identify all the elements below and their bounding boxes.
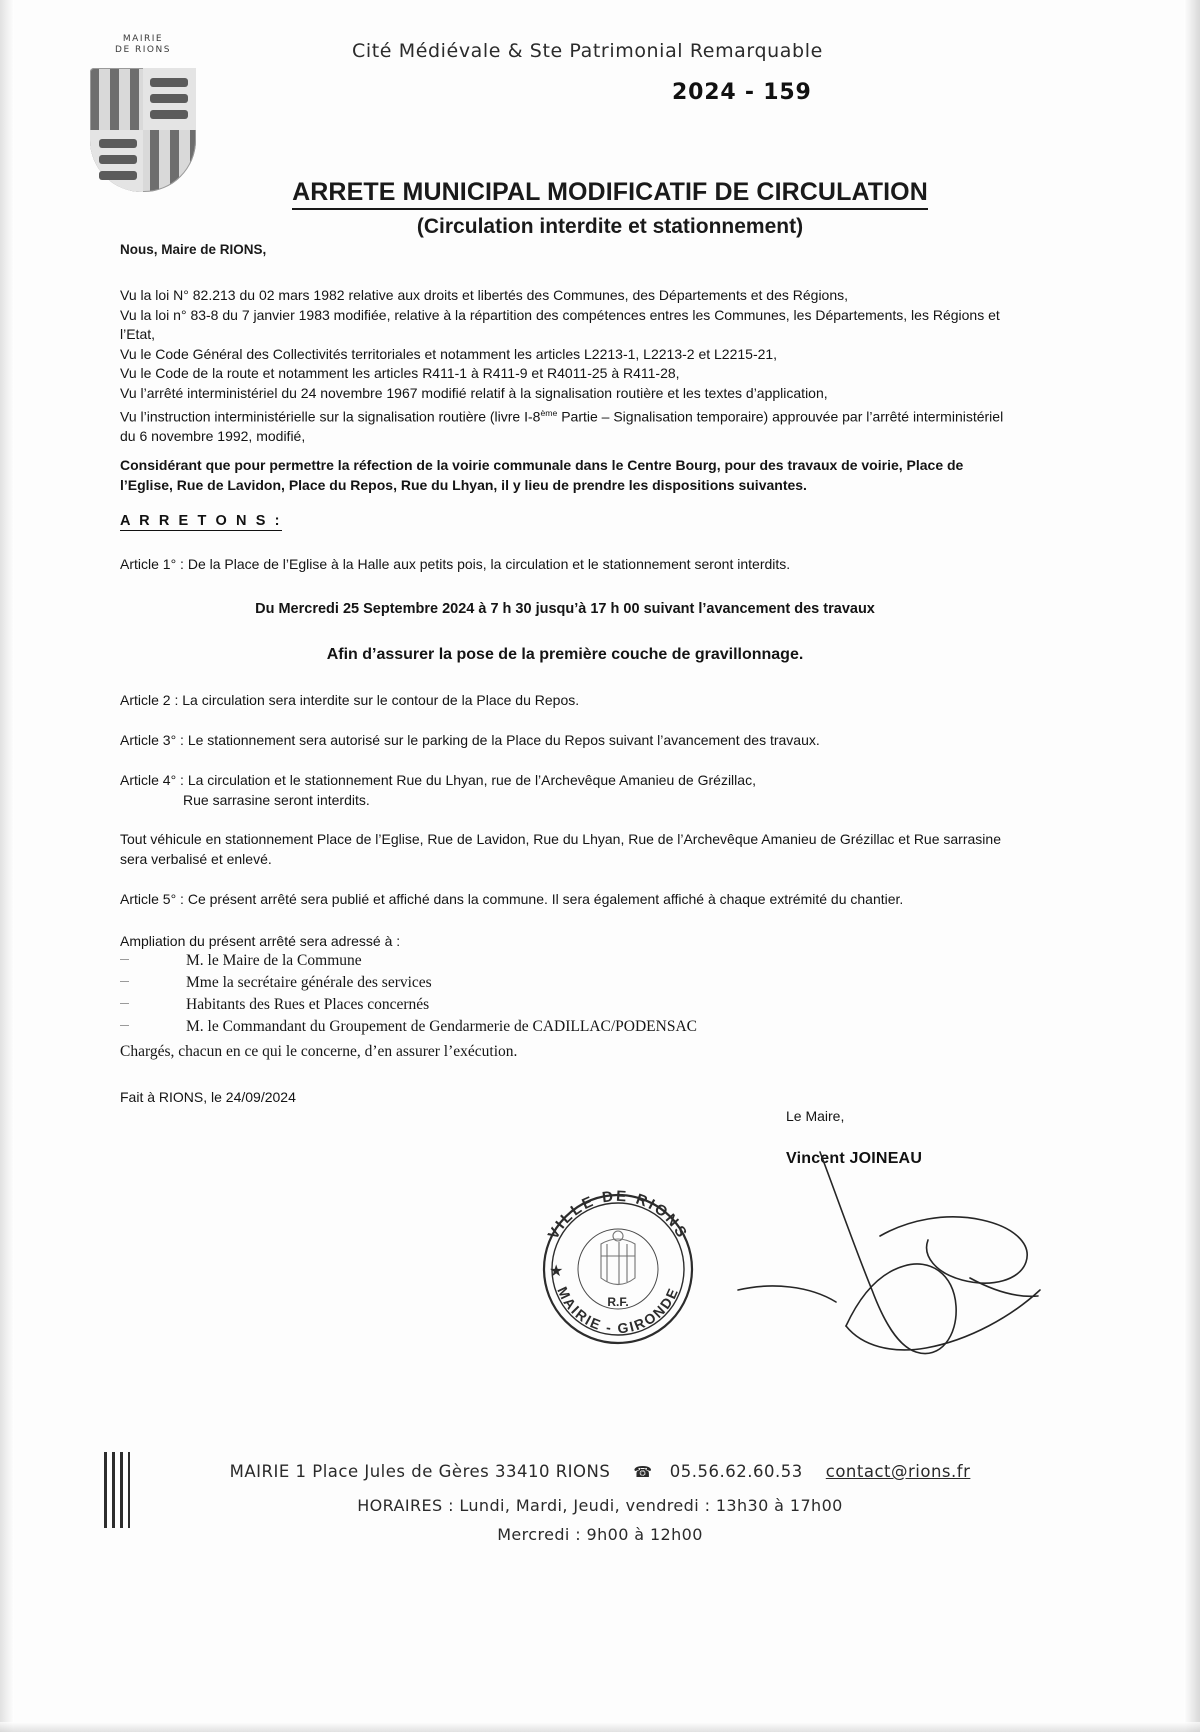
footer-hours-line-1: HORAIRES : Lundi, Mardi, Jeudi, vendredi : 13h30 à 17h00 xyxy=(357,1496,843,1515)
phone-icon: ☎ xyxy=(633,1463,653,1481)
list-item xyxy=(120,950,1010,972)
legal-reference-line: Vu le Code Général des Collectivités territoriales et notamment les articles L2213-1, L2213-2 et L2215-21, xyxy=(120,345,778,362)
footer-address: MAIRIE 1 Place Jules de Gères 33410 RIONS xyxy=(229,1462,611,1481)
coat-of-arms-logo xyxy=(82,34,204,194)
bullet-dash-icon xyxy=(120,959,129,960)
article-4-line2: Rue sarrasine seront interdits. xyxy=(183,791,370,808)
legal-references-block xyxy=(120,286,1010,446)
towing-notice: Tout véhicule en stationnement Place de l’Eglise, Rue de Lavidon, Rue du Lhyan, Rue de l’Archevêque Amanieu de Grézillac et Rue sarrasine sera verbalisé et enlevé. xyxy=(120,831,1001,867)
footer-email-link[interactable]: contact@rions.fr xyxy=(825,1462,971,1481)
closing-statement: Chargés, chacun en ce qui le concerne, d’en assurer l’exécution. xyxy=(120,1043,518,1060)
crest-caption xyxy=(82,34,204,56)
list-item-label: M. le Maire de la Commune xyxy=(186,952,362,969)
signature-name: Vincent JOINEAU xyxy=(786,1150,923,1167)
lion-icon xyxy=(99,155,137,164)
page-subtitle: (Circulation interdite et stationnement) xyxy=(416,215,804,238)
article-4 xyxy=(120,771,1010,810)
official-stamp xyxy=(527,1178,709,1360)
place-and-date: Fait à RIONS, le 24/09/2024 xyxy=(120,1089,296,1105)
lion-icon xyxy=(99,171,137,180)
lion-icon xyxy=(99,139,137,148)
article-4-line1: Article 4° : La circulation et le stationnement Rue du Lhyan, rue de l’Archevêque Amanieu de Grézillac, xyxy=(120,772,756,788)
arretons-heading: A R R E T O N S : xyxy=(120,513,283,529)
lion-icon xyxy=(150,110,188,119)
stamp-outer-top-text: VILLE DE RIONS xyxy=(544,1187,692,1243)
article-1: Article 1° : De la Place de l’Eglise à la Halle aux petits pois, la circulation et le stationnement seront interdits. xyxy=(120,556,791,572)
signatory-intro: Nous, Maire de RIONS, xyxy=(120,242,267,257)
bullet-dash-icon xyxy=(120,1003,129,1004)
legal-reference-line: Vu l’arrêté interministériel du 24 novembre 1967 modifié relatif à la signalisation routière et les textes d’application, xyxy=(120,384,828,401)
list-item xyxy=(120,972,1010,994)
distribution-list xyxy=(120,950,1010,1038)
page-title xyxy=(180,178,1040,207)
footer-phone[interactable]: 05.56.62.60.53 xyxy=(669,1462,803,1481)
footer-contact-line xyxy=(0,1462,1200,1481)
works-purpose-line: Afin d’assurer la pose de la première couche de gravillonnage. xyxy=(326,646,804,663)
considerant-paragraph: Considérant que pour permettre la réfection de la voirie communale dans le Centre Bourg, pour des travaux de voirie, Place de l’Eglise, Rue de Lavidon, Place du Repos, Rue du Lhyan, il y lieu de prendre les dispositions suivantes. xyxy=(120,457,964,493)
crest-caption-line2: DE RIONS xyxy=(115,45,171,55)
list-item-label: M. le Commandant du Groupement de Gendarmerie de CADILLAC/PODENSAC xyxy=(186,1018,697,1035)
legal-reference-line: Vu le Code de la route et notamment les articles R411-1 à R411-9 et R4011-25 à R411-28, xyxy=(120,365,680,382)
stamp-center-text: R.F. xyxy=(607,1295,629,1309)
scan-edge-bottom xyxy=(0,1722,1200,1732)
list-item xyxy=(120,1016,1010,1038)
lion-icon xyxy=(150,78,188,87)
signature-role: Le Maire, xyxy=(786,1108,845,1124)
legal-reference-line: Vu la loi n° 83-8 du 7 janvier 1983 modifiée, relative à la répartition des compétences entres les Communes, les Départements, les Régions et l’Etat, xyxy=(120,306,1000,343)
works-date-line: Du Mercredi 25 Septembre 2024 à 7 h 30 jusqu’à 17 h 00 suivant l’avancement des travaux xyxy=(255,601,875,617)
stamp-svg xyxy=(527,1178,709,1360)
article-2: Article 2 : La circulation sera interdite sur le contour de la Place du Repos. xyxy=(120,692,580,708)
stamp-star-icon: ★ xyxy=(549,1263,564,1280)
legal-reference-line: Vu l’instruction interministérielle sur la signalisation routière (livre I-8ème Partie – Signalisation temporaire) approuvée par l’arrêté interministériel du 6 novembre 1992, modifié, xyxy=(120,407,1004,444)
legal-reference-line: Vu la loi N° 82.213 du 02 mars 1982 relative aux droits et libertés des Communes, des Départements et des Régions, xyxy=(120,287,849,303)
stamp-emblem xyxy=(601,1231,635,1285)
distribution-intro: Ampliation du présent arrêté sera adressé à : xyxy=(120,933,401,949)
list-item xyxy=(120,994,1010,1016)
article-3: Article 3° : Le stationnement sera autorisé sur le parking de la Place du Repos suivant l’avancement des travaux. xyxy=(120,732,820,748)
footer-hours-line-2: Mercredi : 9h00 à 12h00 xyxy=(497,1525,703,1544)
document-number: 2024 - 159 xyxy=(672,80,812,105)
list-item-label: Mme la secrétaire générale des services xyxy=(186,974,432,991)
bullet-dash-icon xyxy=(120,981,129,982)
shield-icon xyxy=(90,68,196,192)
page-title-text: ARRETE MUNICIPAL MODIFICATIF DE CIRCULATION xyxy=(292,178,928,210)
bullet-dash-icon xyxy=(120,1025,129,1026)
lion-icon xyxy=(150,94,188,103)
city-tagline: Cité Médiévale & Ste Patrimonial Remarquable xyxy=(352,40,823,62)
stamp-outer-bottom-text: MAIRIE - GIRONDE xyxy=(554,1284,682,1337)
article-5: Article 5° : Ce présent arrêté sera publié et affiché dans la commune. Il sera également affiché à chaque extrémité du chantier. xyxy=(120,891,904,907)
list-item-label: Habitants des Rues et Places concernés xyxy=(186,996,430,1013)
crest-caption-line1: MAIRIE xyxy=(122,34,164,44)
